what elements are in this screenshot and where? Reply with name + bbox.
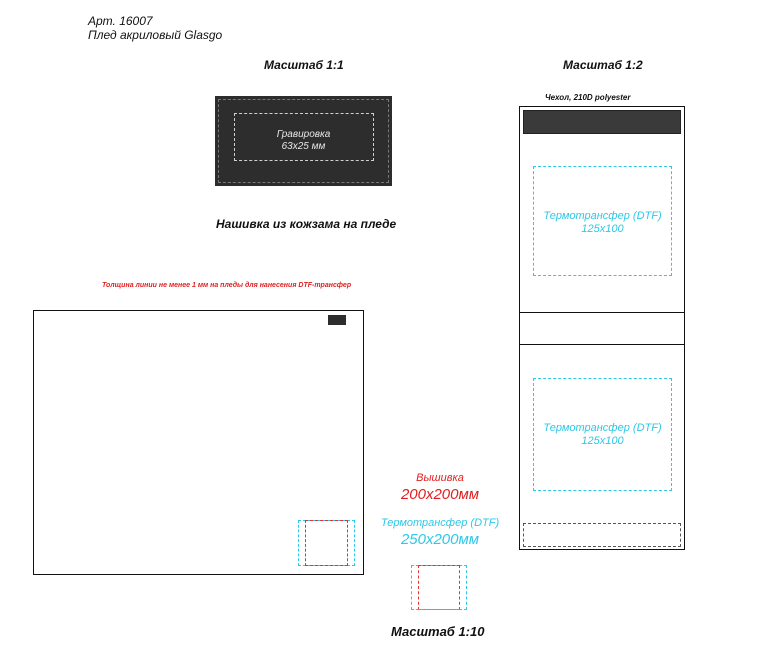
embroidery-size: 200x200мм <box>400 486 480 503</box>
embroidery-sample-box <box>418 565 460 610</box>
line-thickness-note: Толщина линии не менее 1 мм на пледы для нанесения DTF-трансфер <box>102 282 352 289</box>
scale-1-2-label: Масштаб 1:2 <box>563 58 643 72</box>
cover-bottom-dtf-label <box>533 422 672 448</box>
cover-title: Чехол, 210D polyester <box>545 93 631 102</box>
cover-top-band <box>523 110 681 134</box>
sample-bottom-line <box>418 609 460 610</box>
cover-top-dtf-title: Термотрансфер (DTF) <box>543 210 662 222</box>
product-name: Плед акриловый Glasgo <box>88 28 223 42</box>
blanket-patch-marker <box>328 315 346 325</box>
dtf-label: Термотрансфер (DTF) <box>380 517 500 529</box>
cover-bottom-dtf-title: Термотрансфер (DTF) <box>543 422 662 434</box>
cover-bottom-dtf-size: 125x100 <box>581 435 624 447</box>
cover-middle-band <box>519 312 685 345</box>
article-number: Арт. 16007 <box>88 14 153 28</box>
leather-patch <box>215 96 392 186</box>
cover-top-dtf-size: 125x100 <box>581 223 624 235</box>
engraving-label <box>215 129 392 153</box>
engraving-title: Гравировка <box>276 129 331 140</box>
scale-1-1-label: Масштаб 1:1 <box>264 58 344 72</box>
engraving-size: 63x25 мм <box>281 141 326 152</box>
article-header <box>88 14 222 42</box>
cover-bottom-seam <box>523 523 681 547</box>
patch-caption: Нашивка из кожзама на пледе <box>216 217 397 231</box>
cover-top-dtf-label <box>533 210 672 236</box>
dtf-size: 250x200мм <box>400 531 480 548</box>
blanket-embroidery-area <box>305 520 348 566</box>
scale-1-10-label: Масштаб 1:10 <box>391 624 485 639</box>
embroidery-label: Вышивка <box>416 472 464 484</box>
